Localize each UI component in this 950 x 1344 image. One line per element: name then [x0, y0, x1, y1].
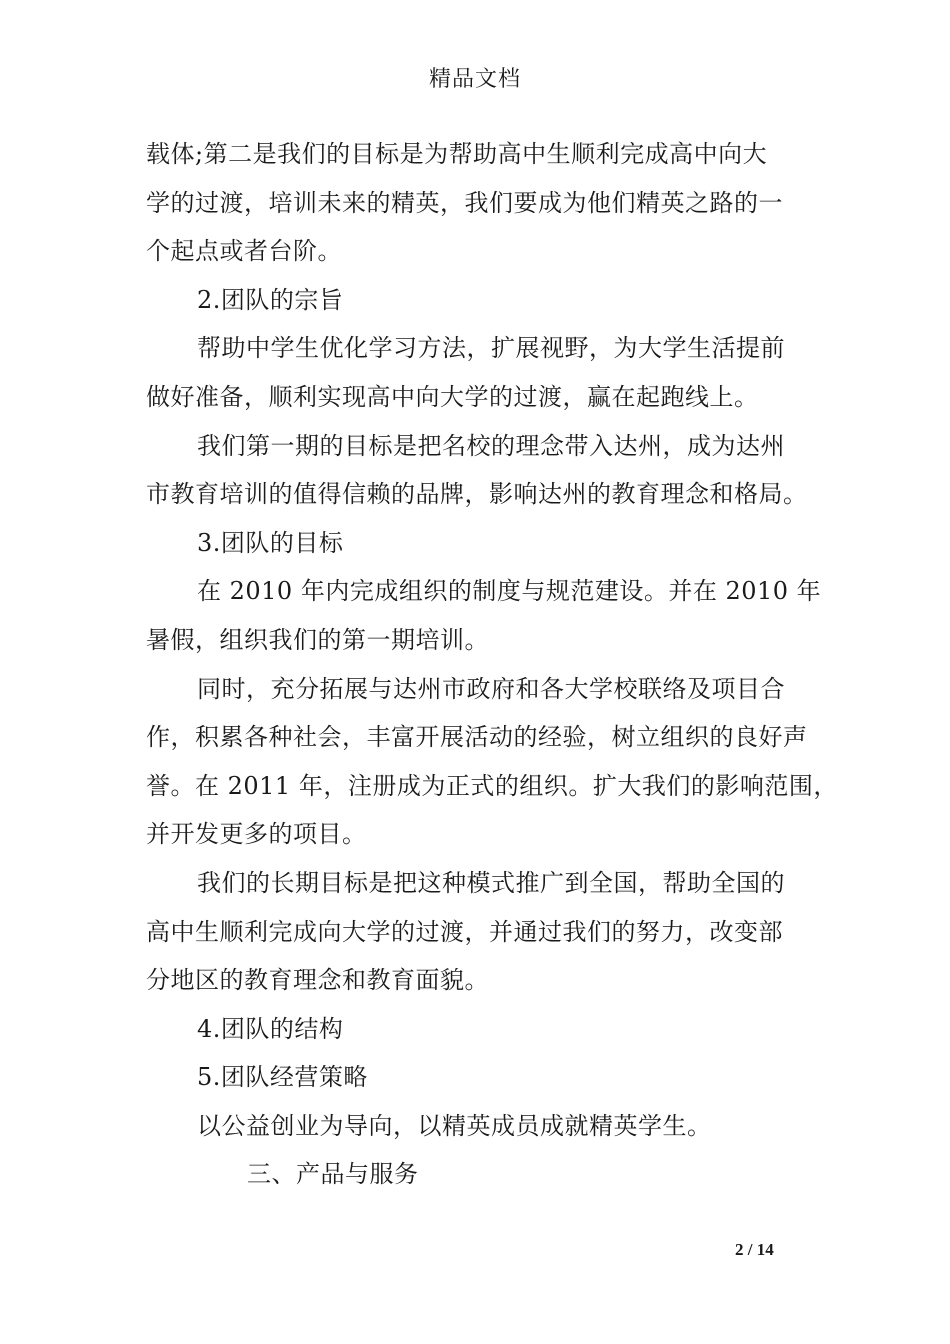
text-line: 三、产品与服务 — [247, 1160, 419, 1189]
page-header-title: 精品文档 — [428, 67, 521, 92]
text-line: 誉。在 2011 年，注册成为正式的组织。扩大我们的影响范围， — [146, 771, 838, 800]
text-line: 我们第一期的目标是把名校的理念带入达州，成为达州 — [197, 431, 785, 460]
text-line: 并开发更多的项目。 — [146, 820, 367, 849]
text-line: 分地区的教育理念和教育面貌。 — [146, 966, 489, 995]
text-line: 市教育培训的值得信赖的品牌，影响达州的教育理念和格局。 — [146, 480, 808, 509]
text-line: 帮助中学生优化学习方法，扩展视野，为大学生活提前 — [197, 334, 785, 363]
text-line: 高中生顺利完成向大学的过渡，并通过我们的努力，改变部 — [146, 917, 783, 946]
text-line: 在 2010 年内完成组织的制度与规范建设。并在 2010 年 — [197, 577, 822, 606]
page-number: 2 / 14 — [735, 1240, 774, 1259]
text-line: 个起点或者台阶。 — [146, 237, 342, 266]
text-line: 以公益创业为导向，以精英成员成就精英学生。 — [197, 1111, 712, 1140]
text-line: 同时，充分拓展与达州市政府和各大学校联络及项目合 — [197, 674, 785, 703]
text-line: 暑假，组织我们的第一期培训。 — [146, 625, 489, 654]
text-line: 载体;第二是我们的目标是为帮助高中生顺利完成高中向大 — [146, 140, 768, 168]
text-line: 作，积累各种社会，丰富开展活动的经验，树立组织的良好声 — [146, 723, 808, 752]
text-line: 5.团队经营策略 — [197, 1063, 368, 1092]
text-line: 2.团队的宗旨 — [197, 285, 344, 314]
text-line: 4.团队的结构 — [197, 1014, 344, 1043]
text-line: 做好准备，顺利实现高中向大学的过渡，赢在起跑线上。 — [146, 382, 759, 411]
text-line: 我们的长期目标是把这种模式推广到全国，帮助全国的 — [197, 868, 785, 897]
text-line: 学的过渡，培训未来的精英，我们要成为他们精英之路的一 — [146, 188, 783, 217]
text-line: 3.团队的目标 — [197, 528, 344, 557]
document-body — [146, 130, 838, 1199]
